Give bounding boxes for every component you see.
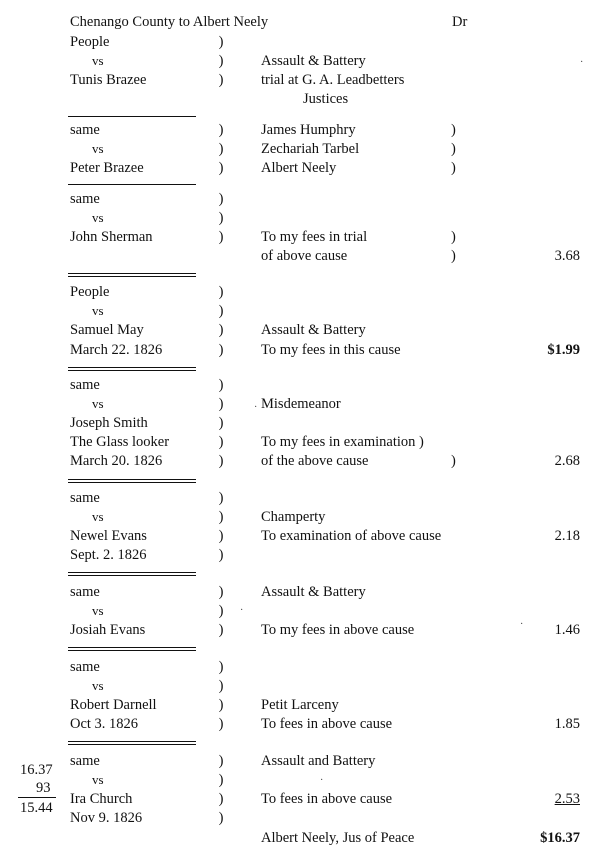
party-defendant: Samuel May: [70, 322, 144, 338]
versus-label: vs: [92, 772, 104, 787]
party-plaintiff: same: [70, 659, 100, 675]
versus-label: vs: [92, 509, 104, 524]
fee-description: To my fees in examination ): [261, 434, 424, 450]
fee-description: To fees in above cause: [261, 716, 393, 732]
party-plaintiff: same: [70, 490, 100, 506]
speck: ·: [320, 775, 324, 786]
party-plaintiff: same: [70, 377, 100, 393]
party-defendant: Ira Church: [70, 791, 133, 807]
bracket: ): [218, 622, 224, 638]
versus-label: vs: [92, 678, 104, 693]
margin-subtrahend: 93: [36, 780, 51, 796]
fee-amount: 1.46: [554, 622, 580, 638]
charge: Champerty: [261, 509, 326, 525]
versus-label: vs: [92, 53, 104, 68]
entry-divider-double: [68, 479, 196, 483]
bracket: ): [218, 528, 224, 544]
case-date: Sept. 2. 1826: [70, 547, 147, 563]
bracket: ): [218, 603, 224, 619]
versus-label: vs: [92, 141, 104, 156]
charge: Assault and Battery: [261, 753, 376, 769]
bracket: ): [218, 141, 224, 157]
bracket: ): [218, 678, 224, 694]
bracket: ): [218, 772, 224, 788]
speck: ·: [520, 619, 524, 630]
charge: Petit Larceny: [261, 697, 339, 713]
charge: Misdemeanor: [261, 396, 341, 412]
bracket: ): [218, 791, 224, 807]
bracket: ): [218, 453, 224, 469]
versus-label: vs: [92, 303, 104, 318]
bracket: ): [218, 396, 224, 412]
fee-amount: 2.18: [554, 528, 580, 544]
speck: ·: [580, 57, 584, 68]
fee-description: To examination of above cause: [261, 528, 442, 544]
versus-label: vs: [92, 210, 104, 225]
bracket: ): [218, 342, 224, 358]
party-plaintiff: same: [70, 122, 100, 138]
bracket: ): [218, 697, 224, 713]
witness-name: James Humphry: [261, 122, 356, 138]
party-defendant: Robert Darnell: [70, 697, 157, 713]
charge: Assault & Battery: [261, 584, 366, 600]
entry-divider-double: [68, 367, 196, 371]
case-date: March 22. 1826: [70, 342, 163, 358]
entry-divider: [68, 184, 196, 185]
bracket: ): [218, 659, 224, 675]
case-date: Oct 3. 1826: [70, 716, 139, 732]
bracket: ): [218, 191, 224, 207]
party-plaintiff: same: [70, 584, 100, 600]
party-defendant: Tunis Brazee: [70, 72, 147, 88]
speck: ·: [240, 605, 244, 616]
signature: Albert Neely, Jus of Peace: [261, 830, 415, 846]
party-plaintiff: same: [70, 191, 100, 207]
fee-amount: 3.68: [554, 248, 580, 264]
bracket: ): [218, 434, 224, 450]
charge: Assault & Battery: [261, 53, 366, 69]
fee-description: To my fees in trial: [261, 229, 368, 245]
bracket: ): [218, 122, 224, 138]
fee-description: To my fees in above cause: [261, 622, 415, 638]
charge: Assault & Battery: [261, 322, 366, 338]
bracket: ): [451, 453, 456, 469]
margin-result: 15.44: [20, 800, 53, 816]
bracket: ): [218, 72, 224, 88]
fee-amount: $1.99: [547, 342, 580, 358]
party-defendant: Josiah Evans: [70, 622, 146, 638]
bracket: ): [451, 122, 456, 138]
bracket: ): [218, 547, 224, 563]
bracket: ): [218, 716, 224, 732]
party-defendant: Newel Evans: [70, 528, 147, 544]
bracket: ): [218, 53, 224, 69]
bracket: ): [218, 377, 224, 393]
entry-divider: [68, 116, 196, 117]
bracket: ): [451, 141, 456, 157]
party-defendant: Joseph Smith: [70, 415, 148, 431]
fee-amount: 2.53: [554, 791, 580, 807]
speck: ·: [254, 402, 258, 413]
bracket: ): [218, 284, 224, 300]
bracket: ): [218, 229, 224, 245]
bracket: ): [218, 810, 224, 826]
fee-amount: 1.85: [554, 716, 580, 732]
versus-label: vs: [92, 396, 104, 411]
trial-note-cont: Justices: [303, 91, 349, 107]
entry-divider-double: [68, 741, 196, 745]
bracket: ): [218, 210, 224, 226]
fee-description: To my fees in this cause: [261, 342, 401, 358]
party-plaintiff: same: [70, 753, 100, 769]
case-date: Nov 9. 1826: [70, 810, 143, 826]
bracket: ): [451, 160, 456, 176]
party-defendant: John Sherman: [70, 229, 153, 245]
fee-description-cont: of the above cause: [261, 453, 369, 469]
trial-note: trial at G. A. Leadbetters: [261, 72, 405, 88]
bracket: ): [218, 753, 224, 769]
entry-divider-double: [68, 273, 196, 277]
party-defendant: Peter Brazee: [70, 160, 144, 176]
fee-description-cont: of above cause: [261, 248, 348, 264]
margin-total: 16.37: [20, 762, 53, 778]
bracket: ): [218, 584, 224, 600]
bracket: ): [451, 248, 456, 264]
witness-name: Albert Neely: [261, 160, 337, 176]
party-plaintiff: People: [70, 34, 110, 50]
grand-total: $16.37: [540, 830, 580, 846]
bracket: ): [218, 160, 224, 176]
bracket: ): [218, 303, 224, 319]
case-date: March 20. 1826: [70, 453, 163, 469]
bracket: ): [218, 34, 224, 50]
defendant-description: The Glass looker: [70, 434, 170, 450]
bracket: ): [218, 322, 224, 338]
witness-name: Zechariah Tarbel: [261, 141, 360, 157]
debit-marker: Dr: [452, 14, 468, 30]
bracket: ): [218, 490, 224, 506]
ledger-title: Chenango County to Albert Neely: [70, 14, 269, 30]
bracket: ): [218, 415, 224, 431]
margin-rule: [18, 797, 56, 798]
versus-label: vs: [92, 603, 104, 618]
entry-divider-double: [68, 647, 196, 651]
fee-amount: 2.68: [554, 453, 580, 469]
bracket: ): [451, 229, 456, 245]
bracket: ): [218, 509, 224, 525]
fee-description: To fees in above cause: [261, 791, 393, 807]
party-plaintiff: People: [70, 284, 110, 300]
entry-divider-double: [68, 572, 196, 576]
